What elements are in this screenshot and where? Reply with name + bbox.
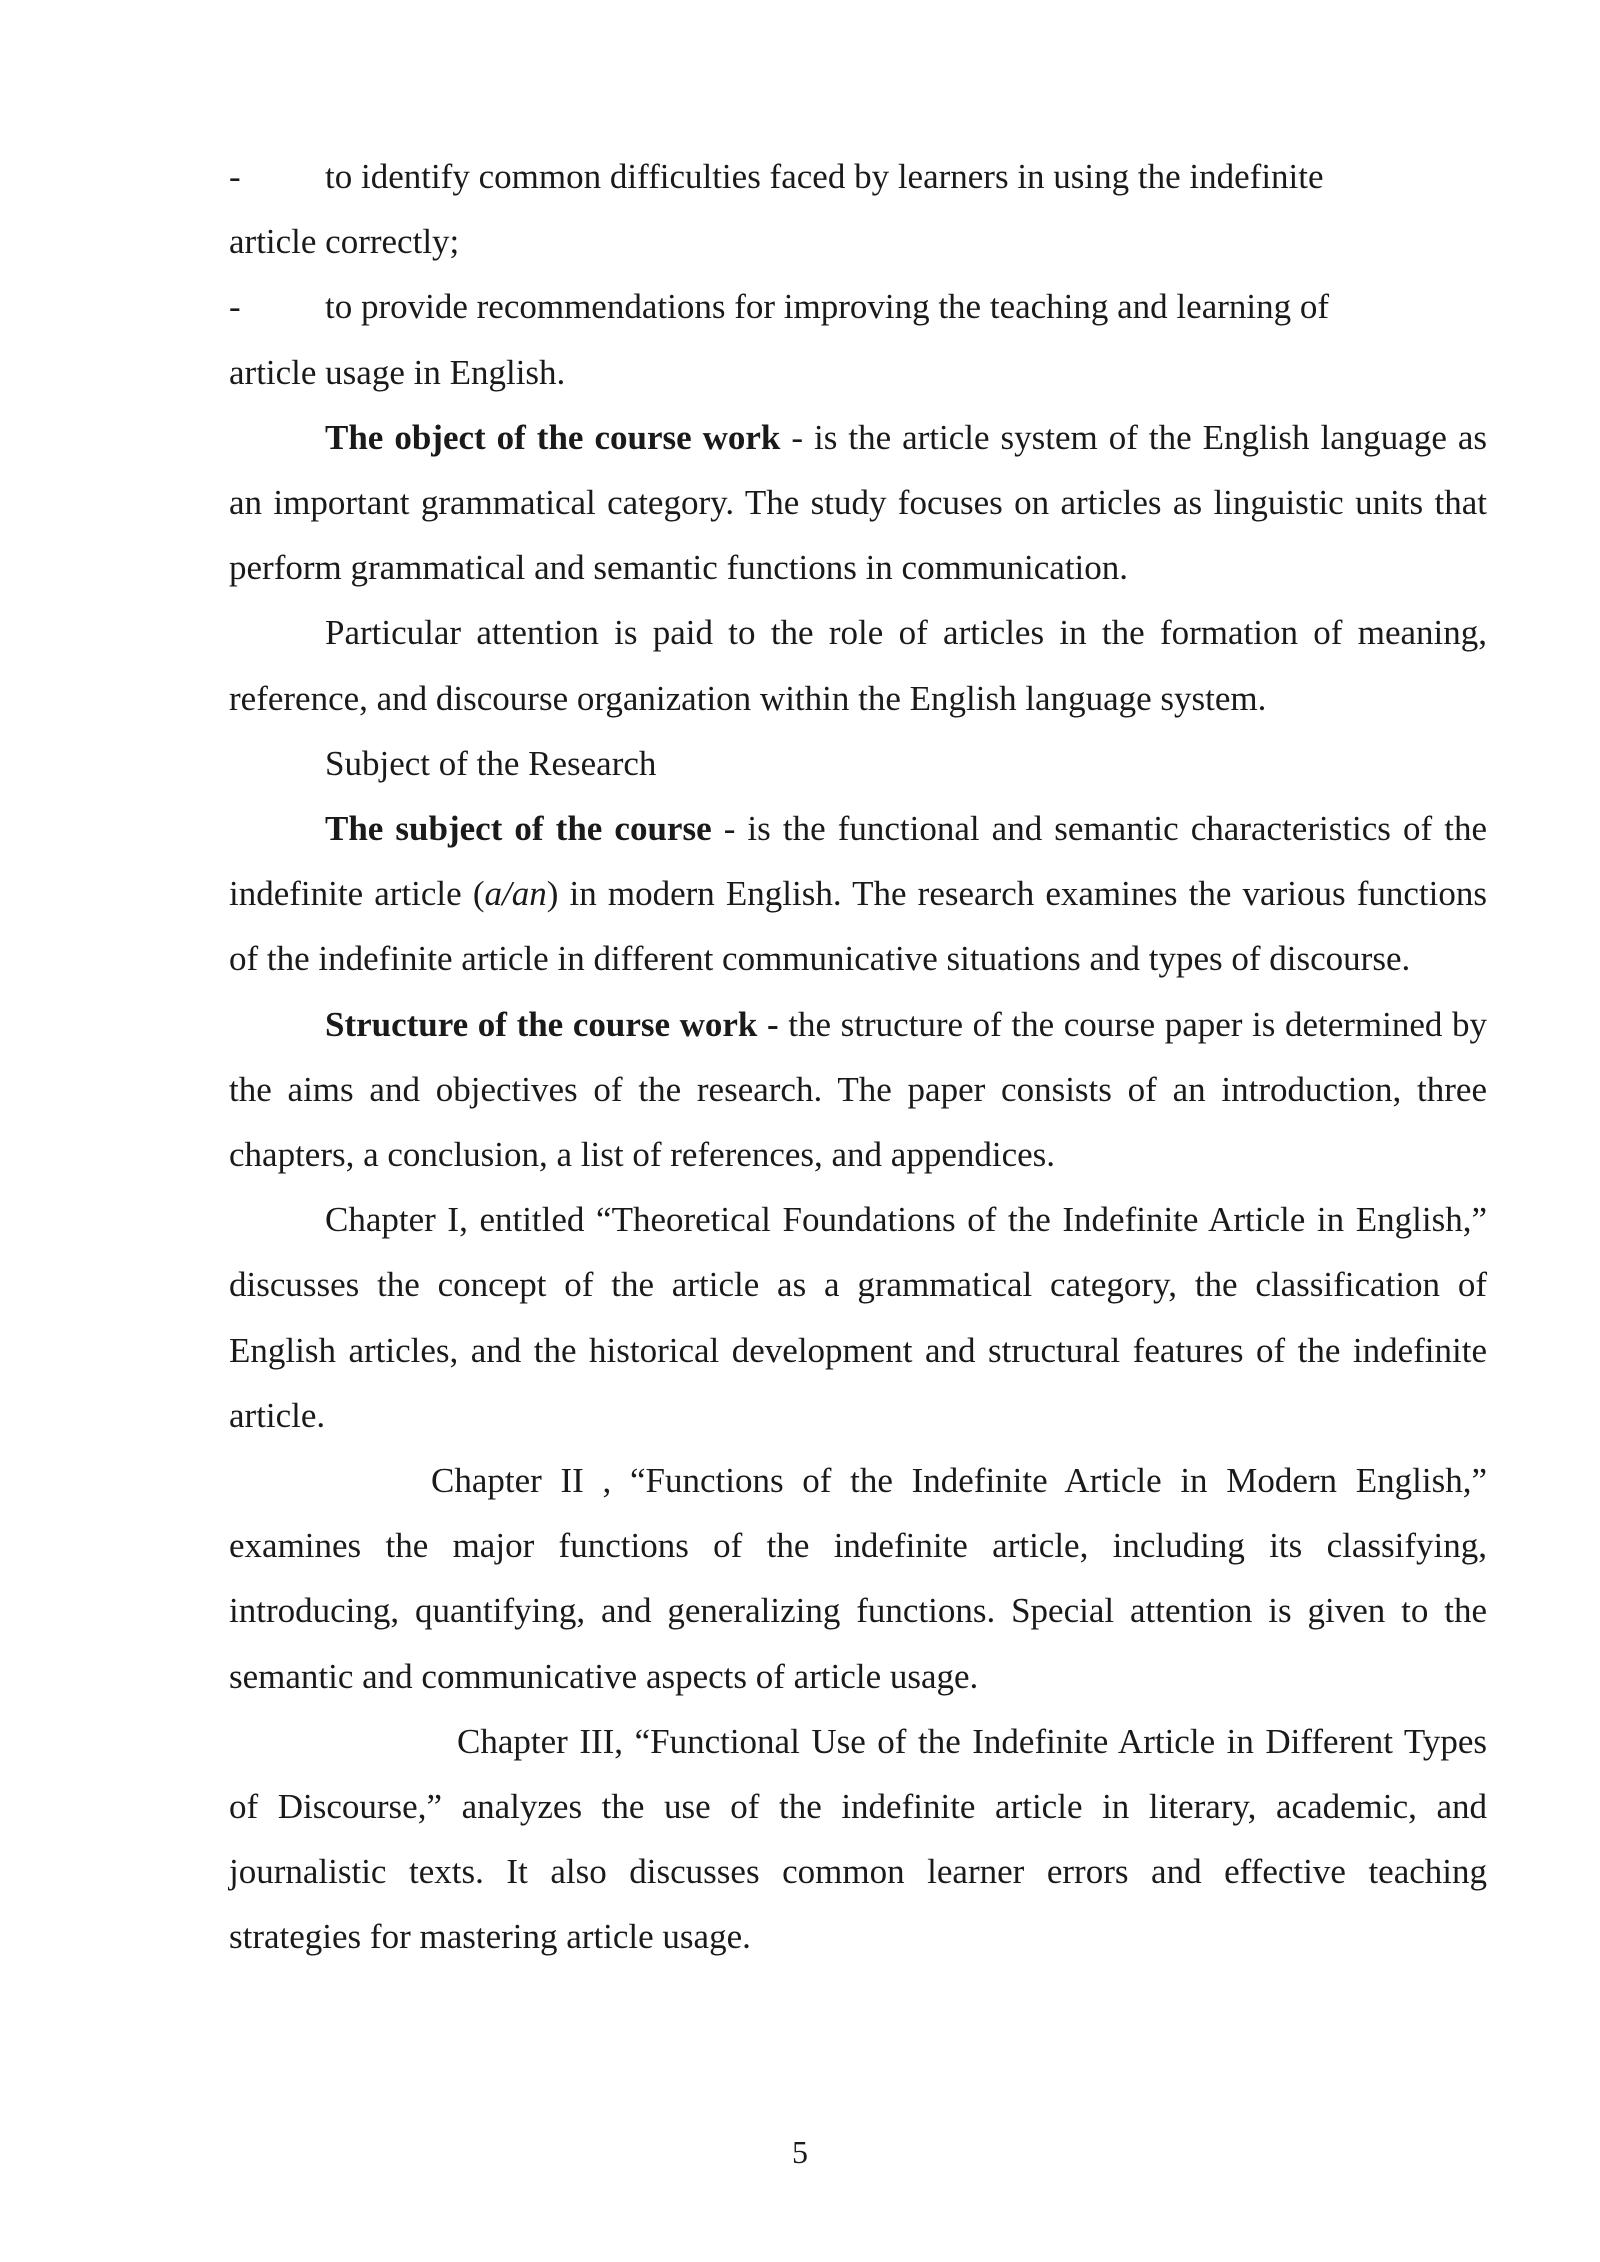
subject-text-pre: - is the functional and semantic characteristics of the indefinite article ( xyxy=(229,809,1487,914)
subject-text-post: ) in modern English. The research examines the various functions of the indefinite article in different communicative situations and types of discourse. xyxy=(229,874,1487,979)
subject-label: The subject of the course xyxy=(325,809,712,849)
list-item-text: to provide recommendations for improving the teaching and learning of xyxy=(325,287,1330,327)
subject-italic: a/an xyxy=(484,874,547,914)
page-content xyxy=(229,144,1487,1970)
subject-heading: Subject of the Research xyxy=(325,743,657,783)
list-item-continuation: article correctly; xyxy=(229,222,460,262)
structure-paragraph xyxy=(229,992,1487,1188)
structure-text: the structure of the course paper is determined by the aims and objectives of the research. The paper consists of an introduction, three chapters, a conclusion, a list of references, and appendices. xyxy=(229,1004,1487,1175)
list-dash: - xyxy=(229,287,241,327)
list-item xyxy=(229,274,1487,404)
list-item xyxy=(229,144,1487,274)
attention-paragraph: Particular attention is paid to the role of articles in the formation of meaning, reference, and discourse organization within the English language system. xyxy=(229,613,1487,718)
chapter3-paragraph: Chapter III, “Functional Use of the Indefinite Article in Different Types of Discourse,” analyzes the use of the indefinite article in literary, academic, and journalistic texts. It also discusses common learner errors and effective teaching strategies for mastering article usage. xyxy=(229,1721,1487,1957)
subject-paragraph xyxy=(229,796,1487,992)
chapter1-paragraph: Chapter I, entitled “Theoretical Foundations of the Indefinite Article in English,” discusses the concept of the article as a grammatical category, the classification of English articles, and the historical development and structural features of the indefinite article. xyxy=(229,1200,1487,1435)
list-dash: - xyxy=(229,157,241,196)
object-text: - is the article system of the English language as an important grammatical category. The study focuses on articles as linguistic units that perform grammatical and semantic functions in communication. xyxy=(229,417,1487,588)
page-number: 5 xyxy=(792,2134,808,2170)
object-label: The object of the course work xyxy=(325,417,781,457)
chapter2-paragraph: Chapter II , “Functions of the Indefinite Article in Modern English,” examines the major functions of the indefinite article, including its classifying, introducing, quantifying, and generalizing functions. Special attention is given to the semantic and communicative aspects of article usage. xyxy=(229,1461,1487,1696)
object-paragraph xyxy=(229,405,1487,601)
list-item-continuation: article usage in English. xyxy=(229,352,566,392)
structure-label: Structure of the course work - xyxy=(325,1004,779,1044)
list-item-text: to identify common difficulties faced by learners in using the indefinite xyxy=(325,157,1324,196)
